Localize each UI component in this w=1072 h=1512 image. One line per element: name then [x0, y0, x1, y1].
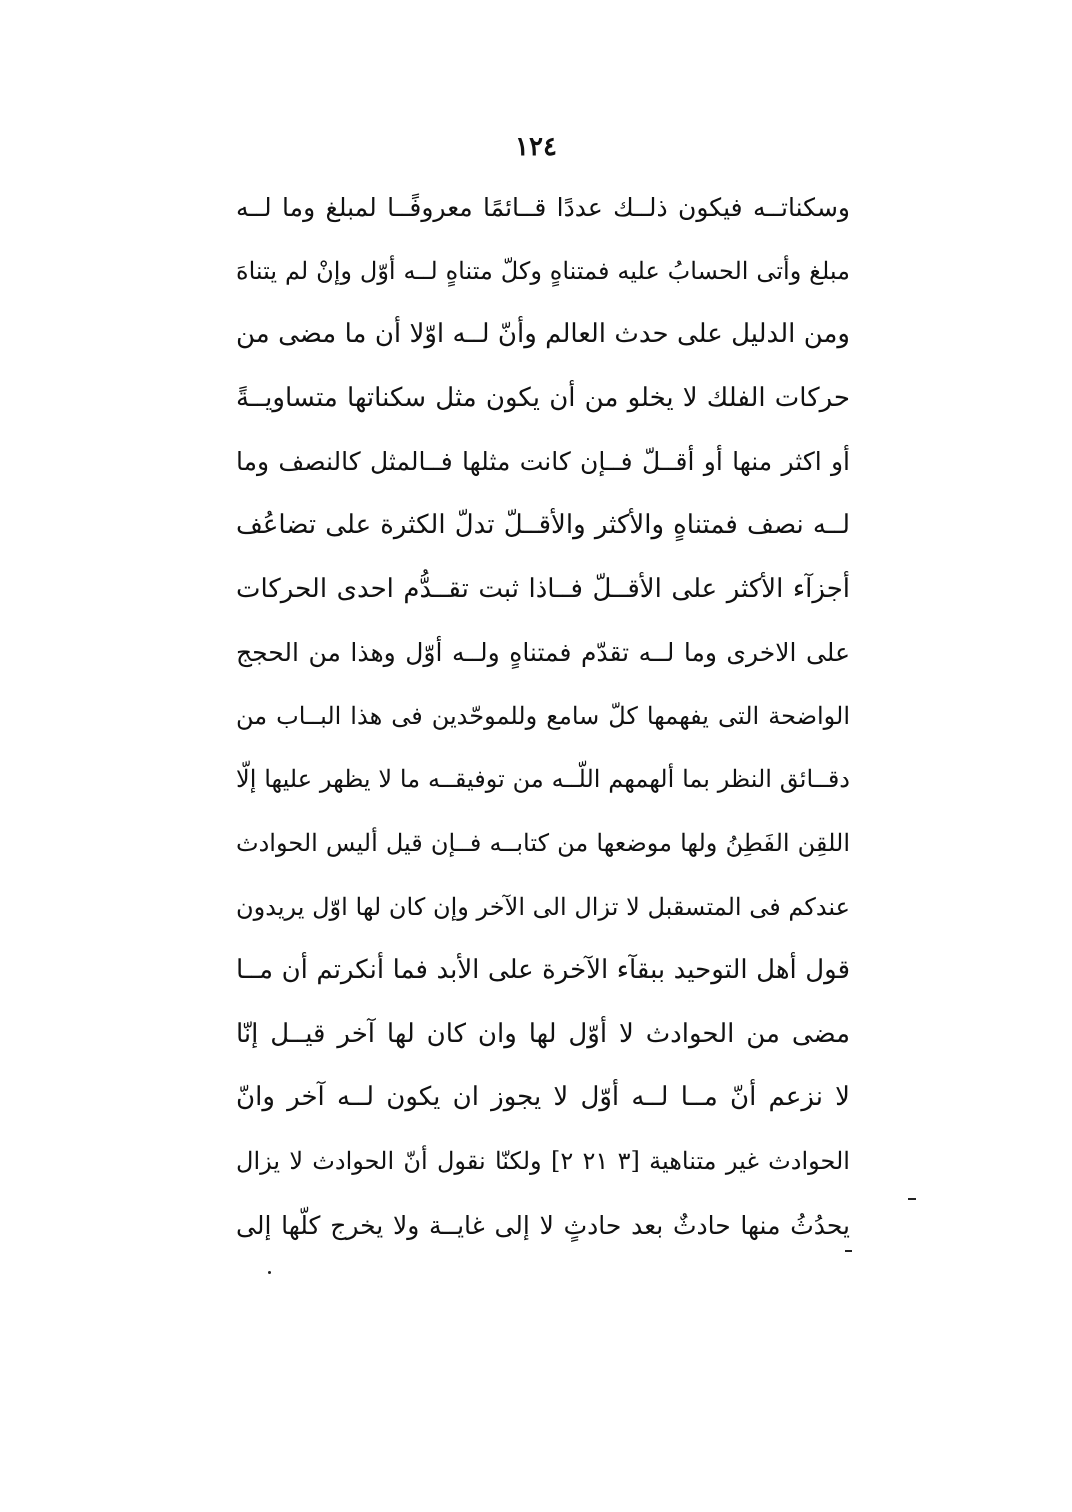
text-line-5: أو اكثر منها أو أقــلّ فــإن كانت مثلها فــالمثل كالنصف وما — [236, 447, 850, 477]
text-line-9: الواضحة التى يفهمها كلّ سامع وللموحّدين فى هذا البــاب من — [236, 701, 850, 730]
text-line-17: يحدُثُ منها حادثٌ بعد حادثٍ لا إلى غايــة ولا يخرج كلّها إلى — [236, 1210, 850, 1240]
text-line-10: دقــائق النظر بما ألهمهم اللّــه من توفيقــه ما لا يظهر عليها إلّا — [236, 765, 850, 794]
text-line-16: الحوادث غير متناهية [٣ ٢١ ٢] ولكنّا نقول أنّ الحوادث لا يزال — [236, 1146, 850, 1175]
text-line-15: لا نزعم أنّ مــا لــه أوّل لا يجوز ان يكون لــه آخر وانّ — [236, 1082, 850, 1113]
text-line-12: عندكم فى المتسقبل لا تزال الى الآخر وإن كان لها اوّل يريدون — [236, 892, 850, 921]
scan-speck — [908, 1198, 916, 1200]
text-line-14: مضى من الحوادث لا أوّل لها وان كان لها آخر قيــل إنّا — [236, 1018, 850, 1049]
scan-speck — [845, 1250, 852, 1252]
text-line-4: حركات الفلك لا يخلو من أن يكون مثل سكناتها متساويــةً — [236, 382, 850, 413]
scan-speck — [268, 1271, 271, 1274]
text-line-11: اللقِن الفَطِنُ ولها موضعها من كتابــه فــإن قيل أليس الحوادث — [236, 828, 850, 857]
text-line-3: ومن الدليل على حدث العالم وأنّ لــه اوّلا أن ما مضى من — [236, 319, 850, 350]
text-line-1: وسكناتــه فيكون ذلــك عددًا قــائمًا معروفًــا لمبلغ وما لــه — [236, 193, 850, 222]
text-line-6: لــه نصف فمتناهٍ والأكثر والأقــلّ تدلّ الكثرة على تضاعُف — [236, 509, 850, 540]
text-line-7: أجزآء الأكثر على الأقــلّ فــاذا ثبت تقــدُّم احدى الحركات — [236, 573, 850, 604]
body-text — [236, 176, 850, 1257]
text-line-8: على الاخرى وما لــه تقدّم فمتناهٍ ولــه أوّل وهذا من الحجج — [236, 638, 850, 668]
text-line-2: مبلغ وأتى الحسابُ عليه فمتناهٍ وكلّ متناهٍ لــه أوّل وإنْ لم يتناهَ — [236, 256, 850, 285]
page-number: ١٢٤ — [515, 132, 557, 162]
text-line-13: قول أهل التوحيد ببقآء الآخرة على الأبد فما أنكرتم أن مــا — [236, 955, 850, 986]
